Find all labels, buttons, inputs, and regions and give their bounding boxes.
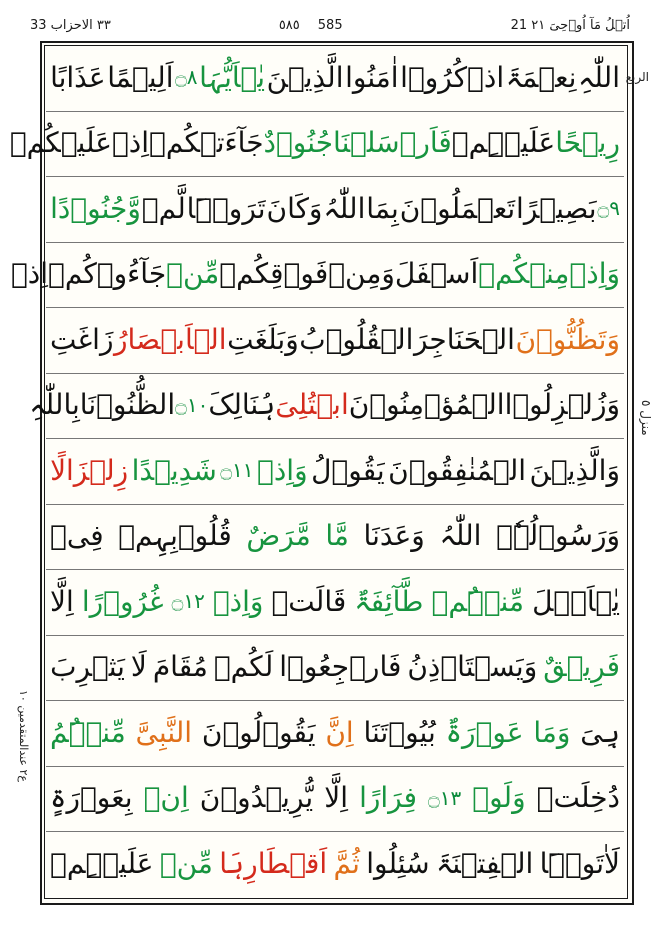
- verse-word: الۡاَبۡصَارُ: [114, 322, 227, 356]
- line-divider: [46, 373, 624, 374]
- verse-word: دُخِلَتۡ: [536, 781, 620, 814]
- line-divider: [46, 766, 624, 767]
- verse-word: مِّنۡ: [159, 846, 213, 880]
- verse-word: مُقَامَ: [152, 650, 208, 683]
- verse-word: لَّمۡ: [141, 191, 186, 225]
- verse-word: مِّنۡ: [166, 257, 220, 290]
- verse-word: یَقُوۡلُ: [311, 453, 385, 487]
- verse-line: [29, 375, 624, 435]
- verse-word: الَّذِیۡنَ: [266, 60, 344, 94]
- verse-line: [10, 244, 624, 304]
- verse-word: اِنَّ: [325, 715, 354, 749]
- verse-word: مِّنۡہُمُ: [50, 715, 126, 749]
- verse-word: اِذۡ: [10, 257, 49, 290]
- verse-word: وَکَانَ: [266, 191, 323, 225]
- verse-word: وَّجُنُوۡدًا: [50, 191, 141, 225]
- verse-word: اللّٰہُ: [323, 191, 366, 225]
- verse-word: فَوۡقِکُمۡ: [219, 257, 329, 290]
- ayah-number: ۝٨: [175, 65, 198, 89]
- verse-word: وَتَظُنُّوۡنَ: [515, 322, 620, 356]
- verse-word: یَثۡرِبَ: [50, 650, 125, 683]
- verse-word: فَرِیۡقٌ: [543, 650, 620, 683]
- verse-word: بَصِیۡرًا: [516, 191, 597, 225]
- verse-word: جَآءُوۡکُمۡ: [48, 257, 167, 290]
- verse-word: اٰمَنُوا: [345, 60, 399, 94]
- verse-word: فِرَارًا: [359, 781, 417, 814]
- verse-line: [9, 113, 624, 173]
- verse-word: رِیۡحًا: [555, 126, 620, 159]
- verse-word: ثُمَّ: [333, 846, 360, 880]
- verse-word: اَقۡطَارِہَا: [219, 846, 328, 880]
- verse-word: عَلَیۡہِمۡ: [451, 126, 556, 159]
- surah-label: ٣٣ الاحزاب 33: [30, 17, 111, 33]
- line-divider: [46, 438, 624, 439]
- verse-word: ابۡتُلِیَ: [275, 388, 349, 421]
- verse-word: ہِیَ: [580, 715, 620, 749]
- verse-line: [46, 47, 624, 107]
- line-divider: [46, 569, 624, 570]
- verse-word: وَاِذۡ: [569, 257, 620, 290]
- verse-word: اِذۡ: [111, 126, 150, 159]
- verse-word: بُیُوۡتَنَا: [363, 715, 436, 749]
- verse-word: وَمَا: [533, 715, 571, 749]
- verse-word: مَّا: [325, 519, 349, 552]
- verse-line: [46, 309, 624, 369]
- verse-word: وَعَدَنَا: [363, 519, 425, 552]
- verse-word: وَلَوۡ: [472, 781, 526, 814]
- verse-word: غُرُوۡرًا: [81, 584, 164, 618]
- verse-word: وَبَلَغَتِ: [227, 322, 299, 356]
- verse-word: الۡحَنَاجِرَ: [413, 322, 515, 356]
- verse-word: الۡمُؤۡمِنُوۡنَ: [348, 388, 505, 421]
- verse-word: اَلِیۡمًا: [107, 60, 174, 94]
- verse-word: یٰۤاَیُّہَا: [199, 60, 265, 94]
- verse-word: تَعۡمَلُوۡنَ: [399, 191, 516, 225]
- verse-word: شَدِیۡدًا: [131, 453, 217, 487]
- ruku-marker: ع٢ عندالمتقدمین ١٠: [17, 690, 30, 782]
- line-divider: [46, 700, 624, 701]
- verse-word: جُنُوۡدٌ: [263, 126, 334, 159]
- verse-word: قُلُوۡبِہِمۡ: [118, 519, 232, 552]
- verse-word: وَاِذۡ: [257, 453, 308, 487]
- ayah-number: ۝٩: [597, 196, 620, 220]
- ayah-number: ۝١٠: [175, 392, 209, 417]
- verse-word: عَوۡرَۃٌ: [445, 715, 524, 749]
- verse-word: یَقُوۡلُوۡنَ: [201, 715, 316, 749]
- verse-word: فَاَرۡسَلۡنَا: [333, 126, 452, 159]
- juz-label: 21 اُتۡلُ مَآ اُوۡحِیَ ٢١: [510, 17, 630, 33]
- verse-word: یُّرِیۡدُوۡنَ: [199, 781, 314, 814]
- manzil-marker: منزل ٥: [639, 400, 653, 436]
- verse-word: الۡفِتۡنَۃَ: [435, 846, 534, 880]
- verse-word: مِنۡکُمۡ: [478, 257, 570, 290]
- ayah-number: ۝١١: [220, 458, 254, 482]
- verse-word: اِلَّا: [50, 584, 74, 618]
- verse-word: اِلَّا: [324, 781, 349, 814]
- verse-word: لَاٰتَوۡہَا: [539, 846, 620, 880]
- line-divider: [46, 111, 624, 112]
- verse-word: اِنۡ: [143, 781, 189, 814]
- verse-word: وَرَسُوۡلُہٗۤ: [496, 519, 620, 552]
- verse-word: اللّٰہُ: [439, 519, 482, 552]
- verse-word: لَا: [130, 650, 147, 683]
- verse-word: اَسۡفَلَ: [394, 257, 479, 290]
- page-header: [30, 14, 630, 36]
- page-number: 585: [317, 17, 343, 33]
- verse-word: وَیَسۡتَاۡذِنُ: [407, 650, 538, 683]
- verse-word: نِعۡمَۃَ: [505, 60, 577, 94]
- verse-word: زَاغَتِ: [50, 322, 114, 356]
- verse-word: لَکُمۡ: [213, 650, 274, 683]
- verse-word: تَرَوۡہَا: [186, 191, 266, 225]
- verse-word: الظُّنُوۡنَا: [79, 388, 176, 421]
- verse-line: [46, 637, 624, 697]
- verse-word: عَلَیۡہِمۡ: [50, 846, 154, 880]
- verse-line: [46, 571, 624, 631]
- verse-word: یٰۤاَہۡلَ: [532, 584, 620, 618]
- verse-word: جَآءَتۡکُمۡ: [149, 126, 264, 159]
- ayah-number: ۝١٢: [171, 589, 205, 613]
- verse-word: زِلۡزَالًا: [50, 453, 129, 487]
- verse-word: الۡقُلُوۡبُ: [299, 322, 414, 356]
- verse-word: اللّٰہِ: [578, 60, 620, 94]
- verse-word: فِیۡ: [50, 519, 104, 552]
- verse-line: [46, 506, 624, 566]
- verse-word: مِّنۡہُمۡ: [431, 584, 525, 618]
- verse-word: مَّرَضٌ: [246, 519, 311, 552]
- verse-word: اذۡکُرُوۡا: [400, 60, 505, 94]
- verse-word: النَّبِیَّ: [135, 715, 193, 749]
- verse-word: وَالَّذِیۡنَ: [529, 453, 620, 487]
- verse-word: عَلَیۡکُمۡ: [9, 126, 112, 159]
- rub-marker: الربع: [625, 70, 649, 84]
- verse-line: [46, 702, 624, 762]
- line-divider: [46, 176, 624, 177]
- verse-word: ہُنَالِکَ: [208, 388, 276, 421]
- verse-word: وَزُلۡزِلُوۡا: [504, 388, 620, 421]
- verse-line: [46, 178, 624, 238]
- verse-word: قَالَتۡ: [271, 584, 347, 618]
- verse-line: [46, 833, 624, 893]
- verse-word: بِعَوۡرَۃٍ: [50, 781, 133, 814]
- line-divider: [46, 307, 624, 308]
- line-divider: [46, 242, 624, 243]
- line-divider: [46, 831, 624, 832]
- verse-word: وَاِذۡ: [212, 584, 264, 618]
- verse-word: الۡمُنٰفِقُوۡنَ: [388, 453, 527, 487]
- verse-word: طَّآئِفَۃٌ: [354, 584, 424, 618]
- verse-word: عَذَابًا: [50, 60, 106, 94]
- line-divider: [46, 635, 624, 636]
- verse-line: [46, 440, 624, 500]
- page-number-arabic: ٥٨٥: [278, 17, 300, 33]
- verse-word: سُئِلُوا: [366, 846, 430, 880]
- verse-word: بِاللّٰہِ: [29, 388, 80, 421]
- verse-word: فَارۡجِعُوۡا: [279, 650, 402, 683]
- verse-line: [46, 768, 624, 828]
- verse-word: بِمَا: [366, 191, 399, 225]
- ayah-number: ۝١٣: [428, 785, 462, 810]
- verse-word: وَمِنۡ: [328, 257, 395, 290]
- line-divider: [46, 504, 624, 505]
